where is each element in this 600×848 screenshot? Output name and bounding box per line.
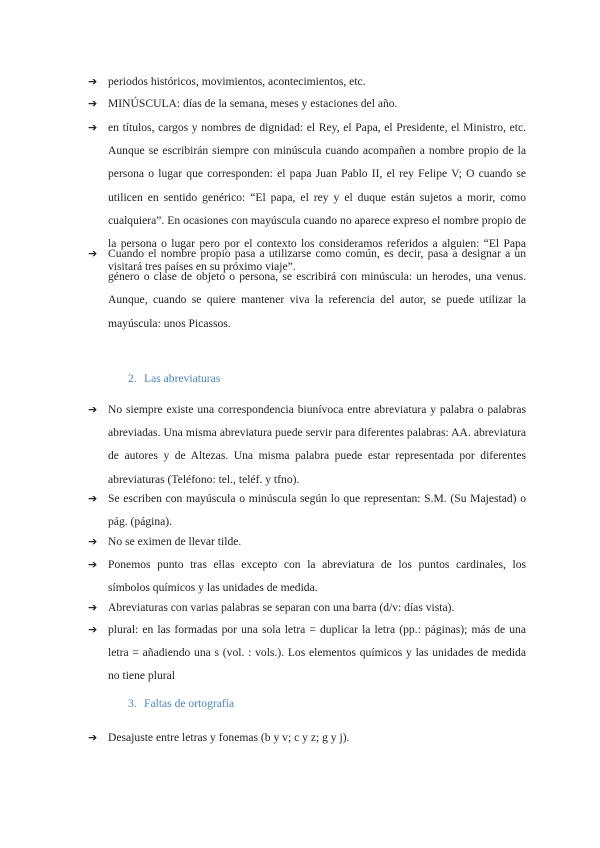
section-heading-abreviaturas — [128, 370, 220, 388]
list-item-text: No siempre existe una correspondencia biunívoca entre abreviatura y palabra o palabras abreviadas. Una misma abreviatura puede servir para diferentes palabras: AA. abreviatura de autores y de Altezas. Una misma palabra puede estar representada por diferentes abreviaturas (Teléfono: tel., teléf. y tfno). — [108, 403, 526, 486]
arrow-right-icon: ➔ — [88, 97, 98, 110]
arrow-right-icon: ➔ — [88, 731, 98, 744]
list-item — [88, 530, 526, 553]
list-item — [88, 618, 526, 688]
arrow-right-icon: ➔ — [88, 601, 98, 614]
list-item-text: Cuando el nombre propio pasa a utilizarse como común, es decir, pasa a designar a un género o clase de objeto o persona, se escribirá con minúscula: un herodes, una venus. Aunque, cuando se quiere mantener viva la referencia del autor, se puede utilizar la mayúscula: unos Picassos. — [108, 247, 526, 330]
list-item-text: Se escriben con mayúscula o minúscula según lo que representan: S.M. (Su Majestad) o pág. (página). — [108, 492, 526, 529]
list-item — [88, 487, 526, 533]
list-item-text: periodos históricos, movimientos, acontecimientos, etc. — [108, 75, 366, 88]
arrow-right-icon: ➔ — [88, 403, 98, 416]
section-title: Las abreviaturas — [144, 372, 221, 385]
arrow-right-icon: ➔ — [88, 623, 98, 636]
list-item-text: Ponemos punto tras ellas excepto con la abreviatura de los puntos cardinales, los símbolos químicos y las unidades de medida. — [108, 558, 526, 595]
section-number: 3. — [128, 697, 137, 710]
list-item-text: en títulos, cargos y nombres de dignidad: el Rey, el Papa, el Presidente, el Ministro, etc. Aunque se escribirán siempre con minúscula cuando acompañen a nombre propio de la persona o lugar que corresponden: el papa Juan Pablo II, el rey Felipe V; O cuando se utilicen en sentido genérico: “El papa, el rey y el duque están sujetos a morir, como cualquiera”. En ocasiones con mayúscula cuando no aparece expreso el nombre propio de la persona o lugar pero por el contexto los consideramos referidos a alguien: “El Papa visitará tres países en su próximo viaje”. — [108, 121, 526, 274]
arrow-right-icon: ➔ — [88, 247, 98, 260]
list-item — [88, 92, 526, 115]
arrow-right-icon: ➔ — [88, 558, 98, 571]
list-item-text: MINÚSCULA: días de la semana, meses y estaciones del año. — [108, 97, 398, 110]
arrow-right-icon: ➔ — [88, 75, 98, 88]
list-item-text: Desajuste entre letras y fonemas (b y v; c y z; g y j). — [108, 731, 350, 744]
list-item-text: plural: en las formadas por una sola letra = duplicar la letra (pp.: páginas); más de una letra = añadiendo una s (vol. : vols.). Los elementos químicos y las unidades de medida no tiene plural — [108, 623, 526, 683]
arrow-right-icon: ➔ — [88, 121, 98, 134]
arrow-right-icon: ➔ — [88, 492, 98, 505]
list-item — [88, 242, 526, 335]
section-heading-faltas — [128, 695, 234, 713]
list-item-text: No se eximen de llevar tilde. — [108, 535, 242, 548]
list-item — [88, 726, 526, 749]
arrow-right-icon: ➔ — [88, 535, 98, 548]
section-title: Faltas de ortografía — [144, 697, 235, 710]
list-item-text: Abreviaturas con varias palabras se separan con una barra (d/v: días vista). — [108, 601, 455, 614]
list-item — [88, 70, 526, 93]
section-number: 2. — [128, 372, 137, 385]
list-item — [88, 553, 526, 599]
list-item — [88, 596, 526, 619]
list-item — [88, 398, 526, 491]
